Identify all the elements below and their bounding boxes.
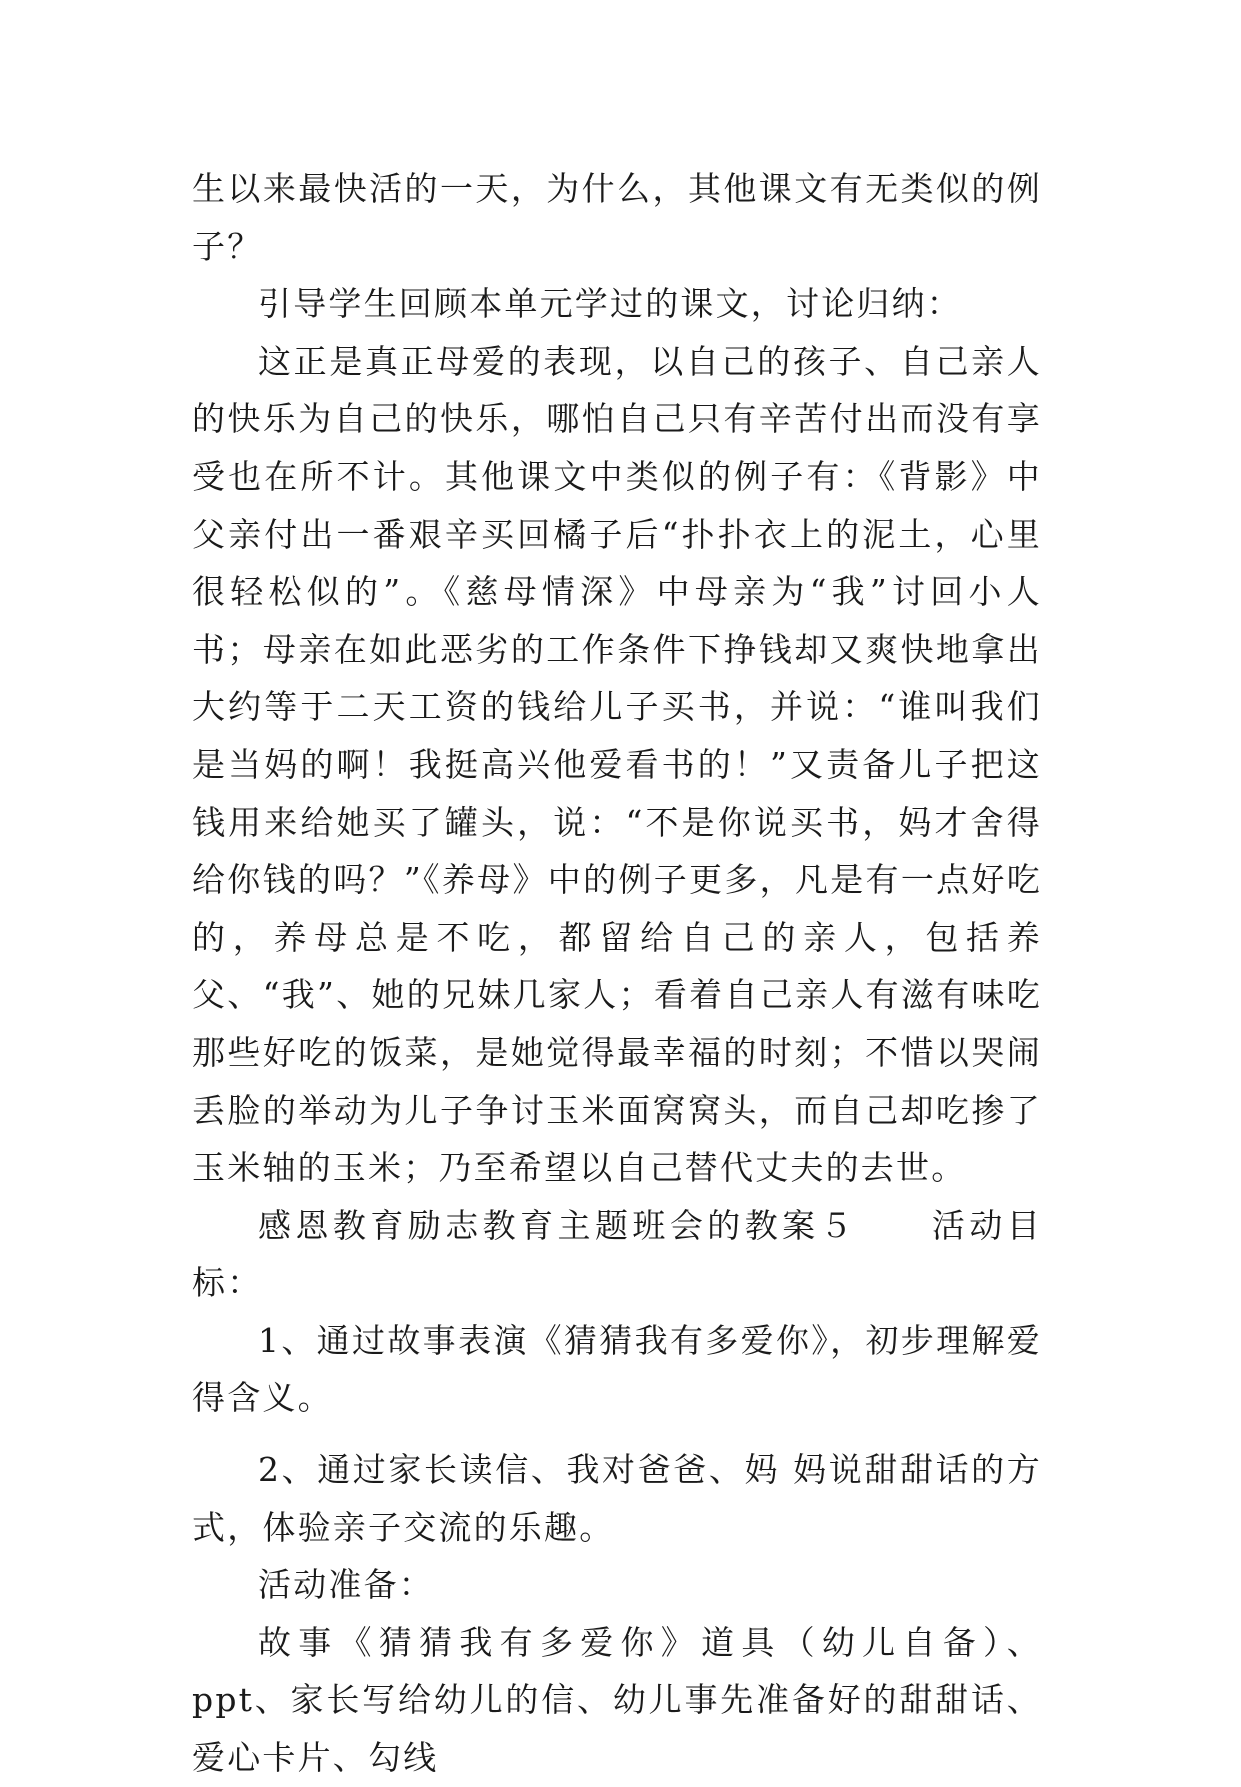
goal-item-1: 1、通过故事表演《猜猜我有多爱你》，初步理解爱得含义。 [192,1320,1042,1418]
document-body [192,160,1042,1787]
paragraph-guide: 引导学生回顾本单元学过的课文，讨论归纳： [258,284,962,324]
activity-preparation-list: 故事《猜猜我有多爱你》道具（幼儿自备）、ppt、家长写给幼儿的信、幼儿事先准备好的甜甜话、爱心卡片、勾线 [192,1622,1042,1778]
activity-preparation-heading: 活动准备： [258,1565,434,1605]
paragraph-discussion: 这正是真正母爱的表现，以自己的孩子、自己亲人的快乐为自己的快乐，哪怕自己只有辛苦付出而没有享受也在所不计。其他课文中类似的例子有：《背影》中父亲付出一番艰辛买回橘子后“扑扑衣上的泥土，心里很轻松似的”。《慈母情深》中母亲为“我”讨回小人书；母亲在如此恶劣的工作条件下挣钱却又爽快地拿出大约等于二天工资的钱给儿子买书，并说：“谁叫我们是当妈的啊！我挺高兴他爱看书的！”又责备儿子把这钱用来给她买了罐头，说：“不是你说买书，妈才舍得给你钱的吗？”《养母》中的例子更多，凡是有一点好吃的，养母总是不吃，都留给自己的亲人，包括养父、“我”、她的兄妹几家人；看着自己亲人有滋有味吃那些好吃的饭菜，是她觉得最幸福的时刻；不惜以哭闹丢脸的举动为儿子争讨玉米面窝窝头，而自己却吃掺了玉米轴的玉米；乃至希望以自己替代丈夫的去世。 [192,341,1042,1188]
paragraph-continuation: 生以来最快活的一天，为什么，其他课文有无类似的例子？ [192,169,1042,266]
section-heading-lesson-plan-5: 感恩教育励志教育主题班会的教案５ 活动目标： [192,1205,1042,1303]
goal-item-2: 2、通过家长读信、我对爸爸、妈 妈说甜甜话的方式，体验亲子交流的乐趣。 [192,1450,1042,1547]
